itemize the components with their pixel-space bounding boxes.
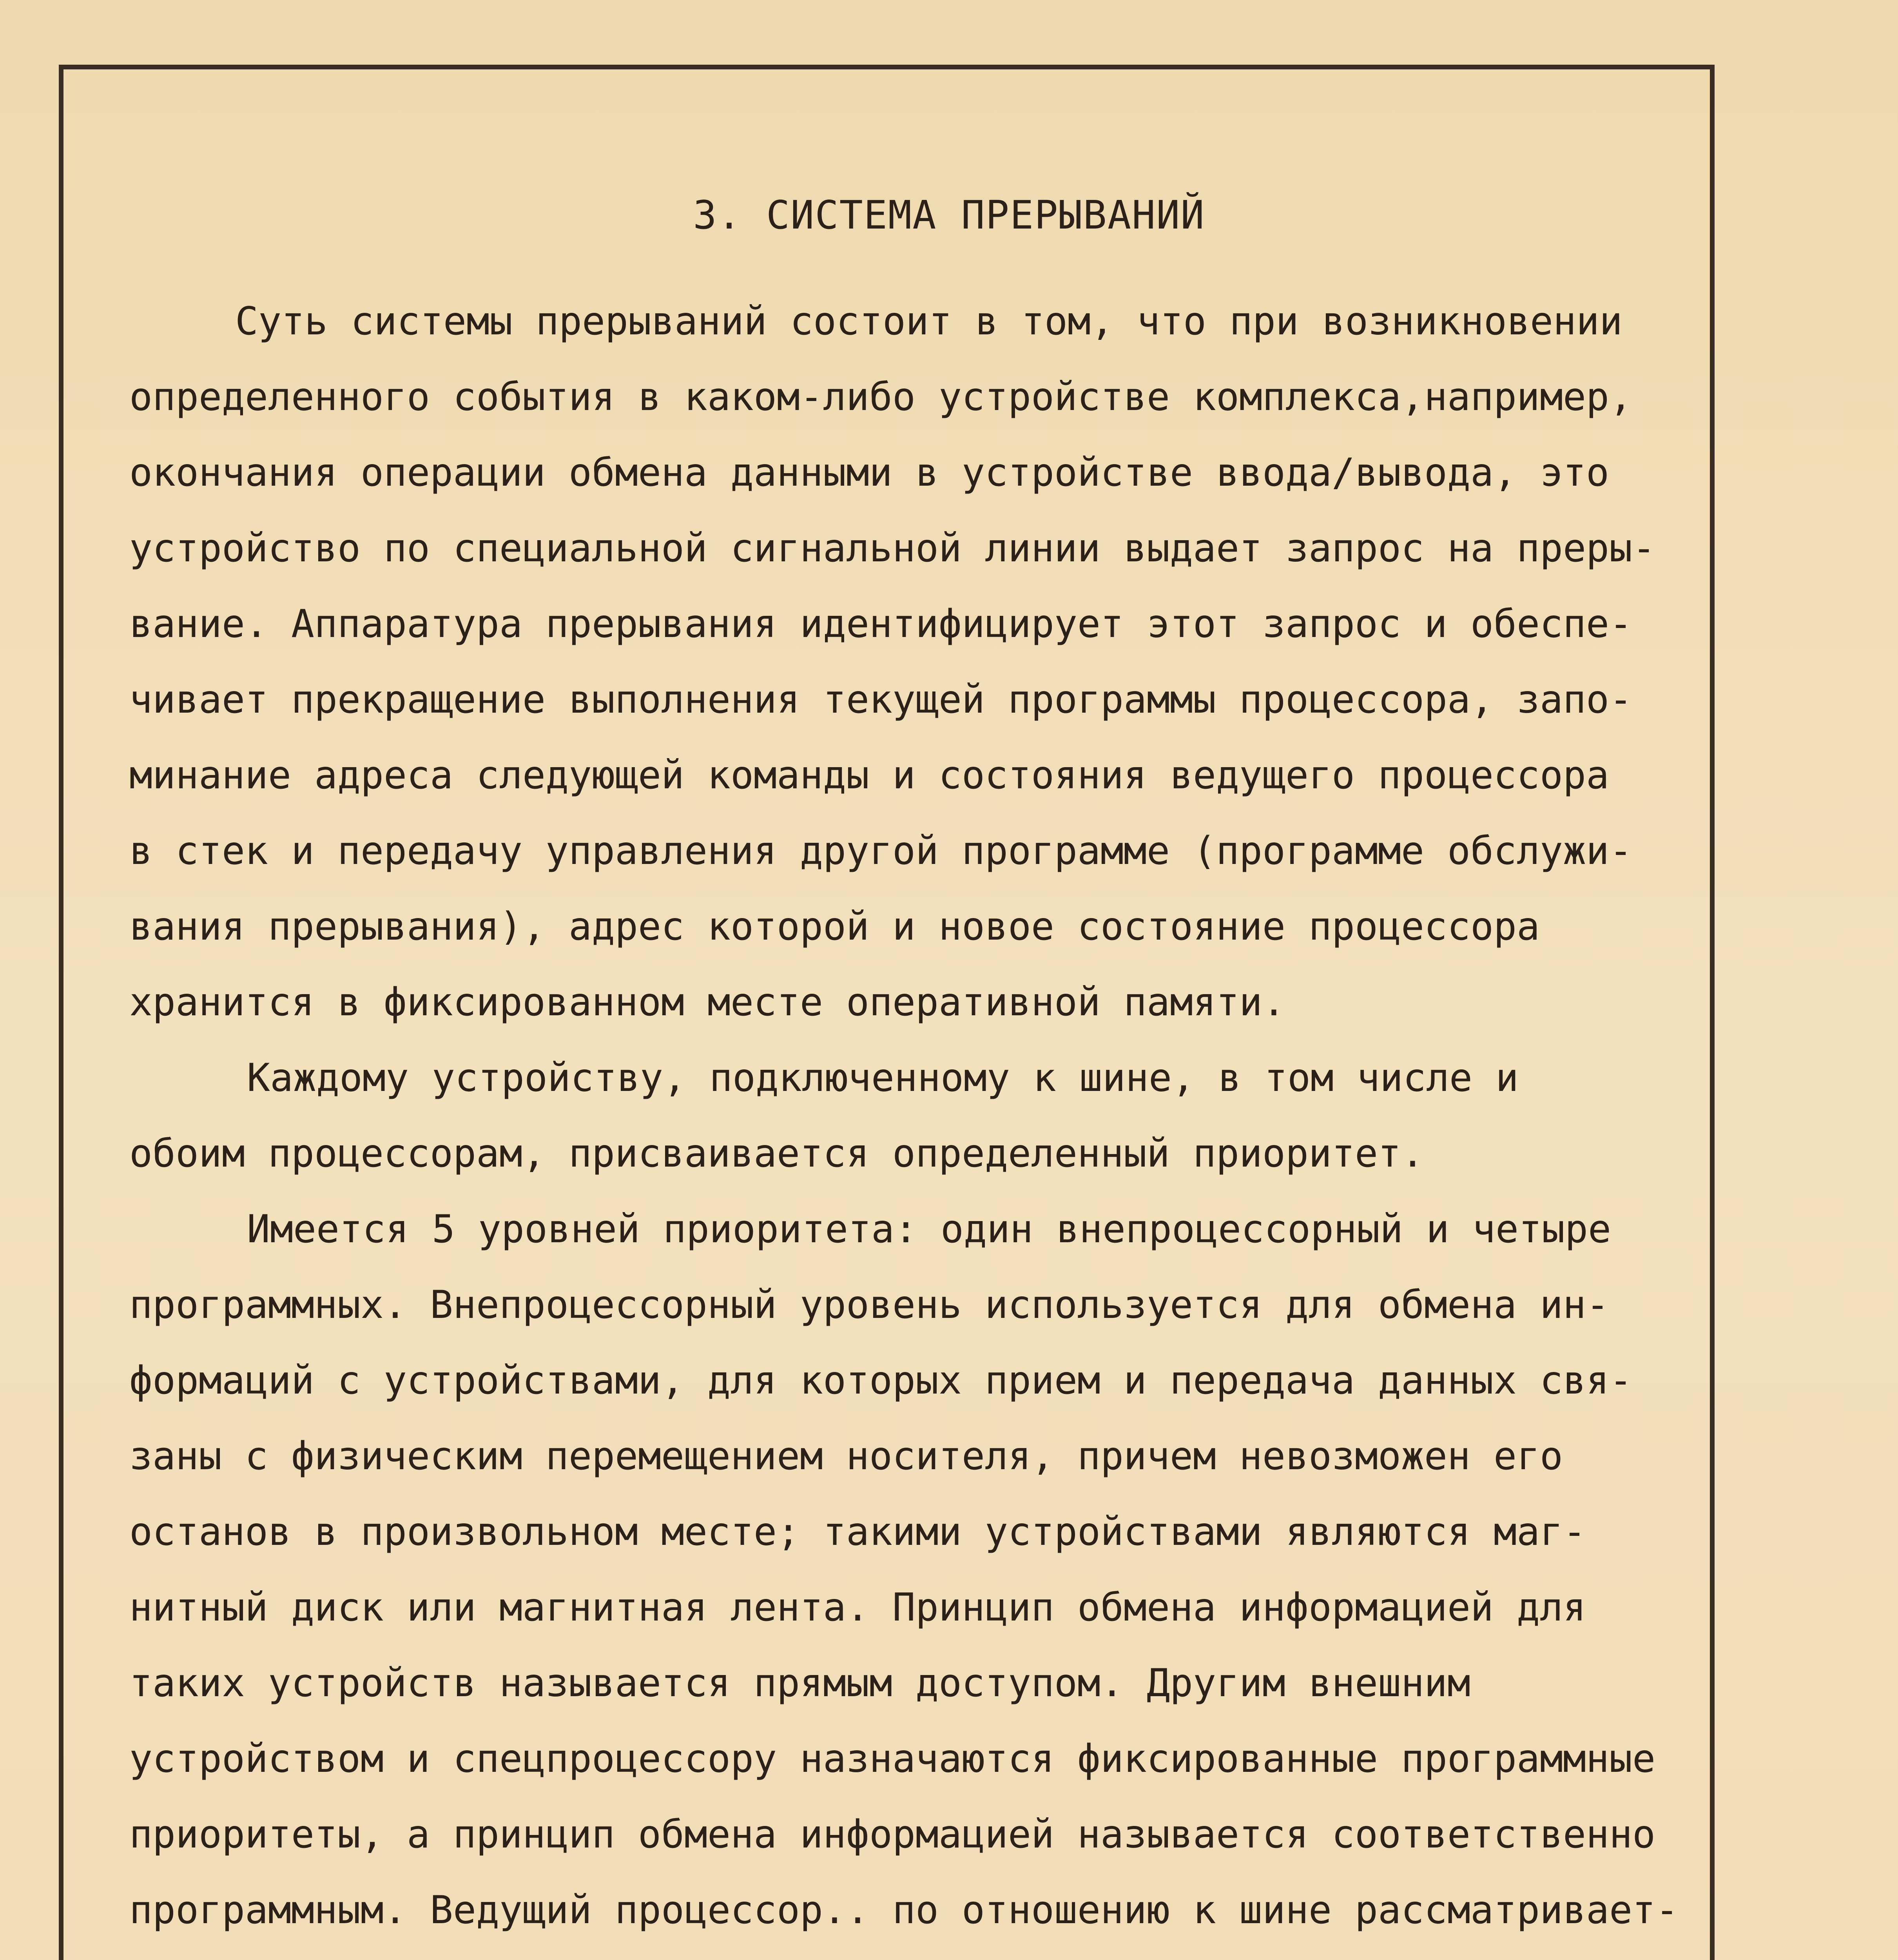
text-line: устройством и спецпроцессору назначаются фиксированные программные bbox=[129, 1737, 1656, 1781]
text-line: обоим процессорам, присваивается определенный приоритет. bbox=[129, 1131, 1425, 1176]
text-line: Имеется 5 уровней приоритета: один внепроцессорный и четыре bbox=[247, 1207, 1612, 1252]
text-line: минание адреса следующей команды и состояния ведущего процессора bbox=[129, 753, 1610, 798]
text-line: таких устройств называется прямым доступом. Другим внешним bbox=[129, 1661, 1471, 1706]
text-line: Суть системы прерываний состоит в том, что при возникновении bbox=[235, 299, 1623, 344]
text-line: устройство по специальной сигнальной линии выдает запрос на преры- bbox=[129, 526, 1656, 571]
text-line: останов в произвольном месте; такими устройствами являются маг- bbox=[129, 1510, 1586, 1554]
text-line: вания прерывания), адрес которой и новое состояние процессора bbox=[129, 904, 1540, 949]
text-line: определенного события в каком-либо устройстве комплекса,например, bbox=[129, 375, 1633, 419]
text-line: заны с физическим перемещением носителя, причем невозможен его bbox=[129, 1434, 1563, 1479]
text-line: Каждому устройству, подключенному к шине, в том числе и bbox=[247, 1056, 1519, 1100]
text-line: приоритеты, а принцип обмена информацией называется соответственно bbox=[129, 1812, 1656, 1857]
text-line: вание. Аппаратура прерывания идентифицирует этот запрос и обеспе- bbox=[129, 602, 1633, 646]
text-line: программным. Ведущий процессор.. по отношению к шине рассматривает- bbox=[129, 1888, 1679, 1933]
text-line: окончания операции обмена данными в устройстве ввода/вывода, это bbox=[129, 450, 1610, 495]
text-line: хранится в фиксированном месте оперативной памяти. bbox=[129, 980, 1286, 1025]
text-line: нитный диск или магнитная лента. Принцип обмена информацией для bbox=[129, 1585, 1586, 1630]
section-title: 3. СИСТЕМА ПРЕРЫВАНИЙ bbox=[693, 192, 1205, 238]
text-line: программных. Внепроцессорный уровень используется для обмена ин- bbox=[129, 1283, 1610, 1327]
text-line: в стек и передачу управления другой программе (программе обслужи- bbox=[129, 829, 1633, 873]
text-line: формаций с устройствами, для которых прием и передача данных свя- bbox=[129, 1358, 1633, 1403]
text-line: чивает прекращение выполнения текущей программы процессора, запо- bbox=[129, 677, 1633, 722]
